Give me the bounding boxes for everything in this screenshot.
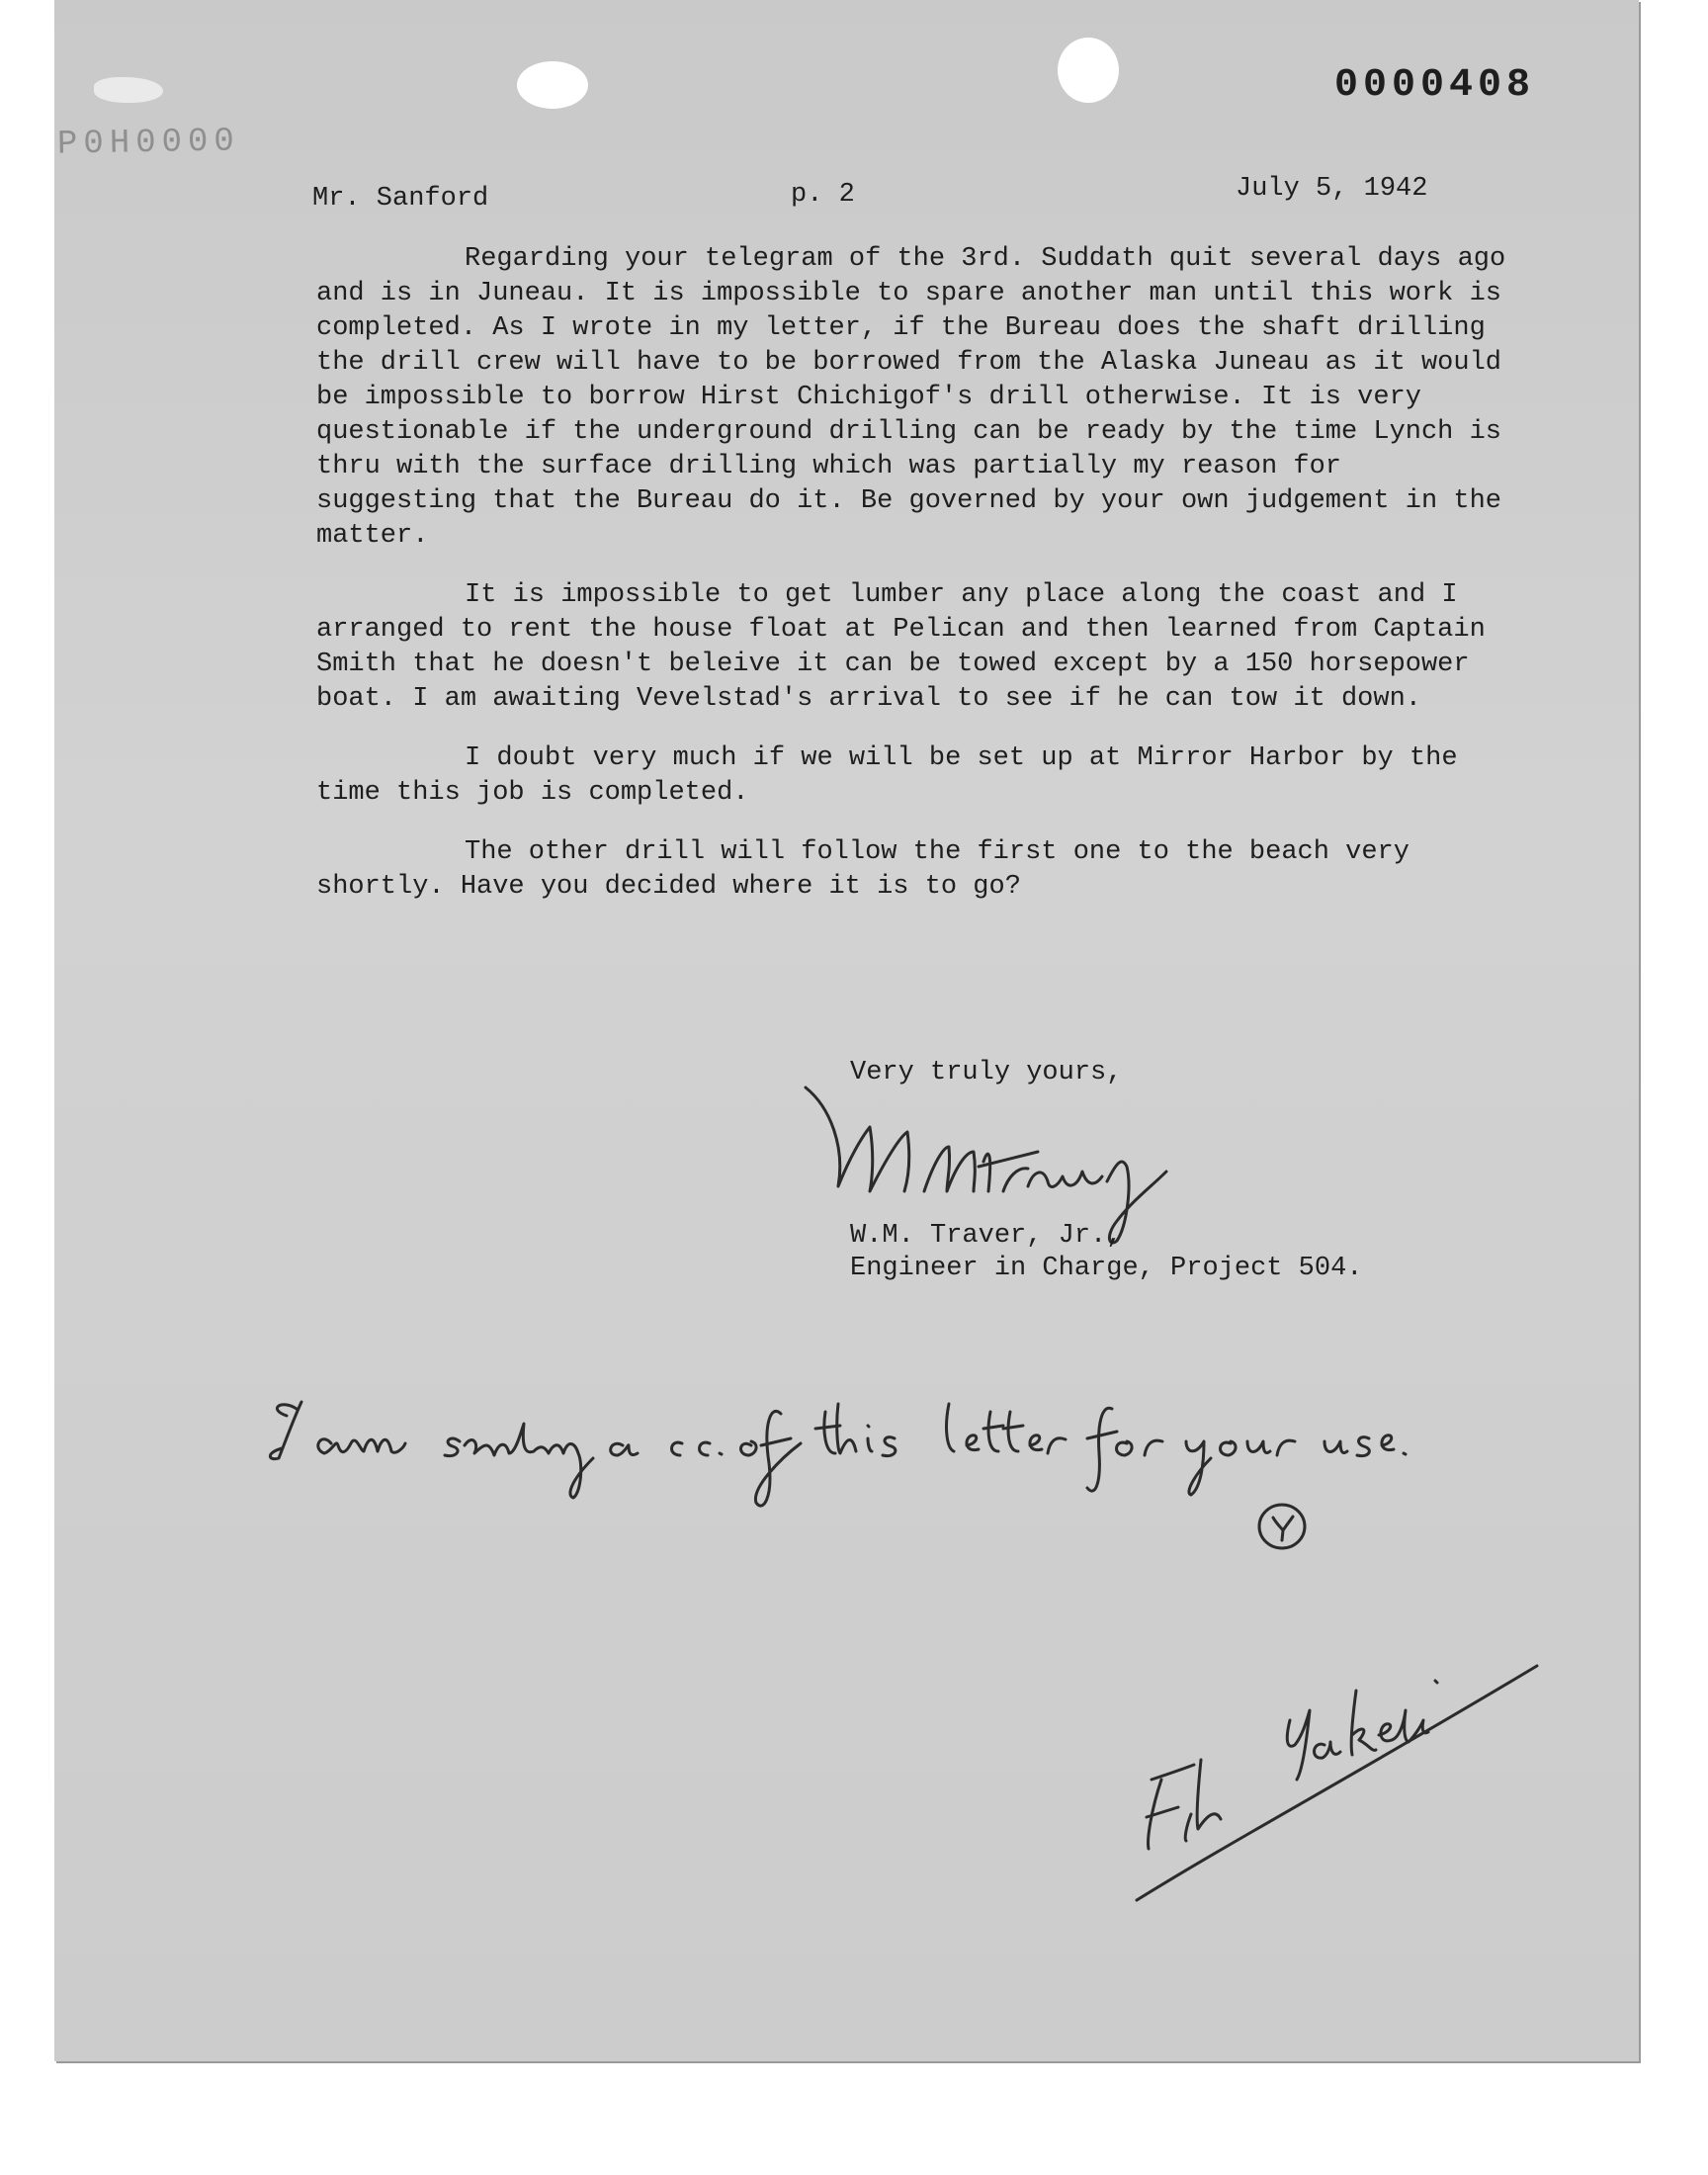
body-paragraph: It is impossible to get lumber any place along the coast and I arranged to rent the house float at Pelican and then learned from Captain Smith that he doesn't beleive it can be towed except by a 150 horsepower boat. I am awaiting Vevelstad's arrival to see if he can tow it down.	[316, 580, 1486, 714]
body-paragraph: The other drill will follow the first one to the beach very shortly. Have you decided where it is to go?	[316, 837, 1409, 902]
closing-line: Very truly yours,	[850, 1058, 1123, 1088]
recipient-name: Mr. Sanford	[312, 184, 489, 214]
page-number: p. 2	[791, 180, 855, 210]
body-paragraph: Regarding your telegram of the 3rd. Suddath quit several days ago and is in Juneau. It is impossible to spare another man until this work is completed. As I wrote in my letter, if the Bureau does the shaft drilling the drill crew will have to be borrowed from the Alaska Juneau as it would be impossible to borrow Hirst Chichigof's drill otherwise. It is very questionable if the underground drilling can be ready by the time Lynch is thru with the surface drilling which was partially my reason for suggesting that the Bureau do it. Be governed by your own judgement in the matter.	[316, 244, 1506, 551]
letter-date: July 5, 1942	[1236, 174, 1428, 204]
body-paragraph: I doubt very much if we will be set up at Mirror Harbor by the time this job is completed.	[316, 743, 1458, 808]
stamp-number: P0H0000	[56, 123, 241, 164]
signer-name: W.M. Traver, Jr.,	[850, 1221, 1123, 1251]
document-number: 0000408	[1334, 63, 1536, 108]
signer-title: Engineer in Charge, Project 504.	[850, 1254, 1363, 1283]
